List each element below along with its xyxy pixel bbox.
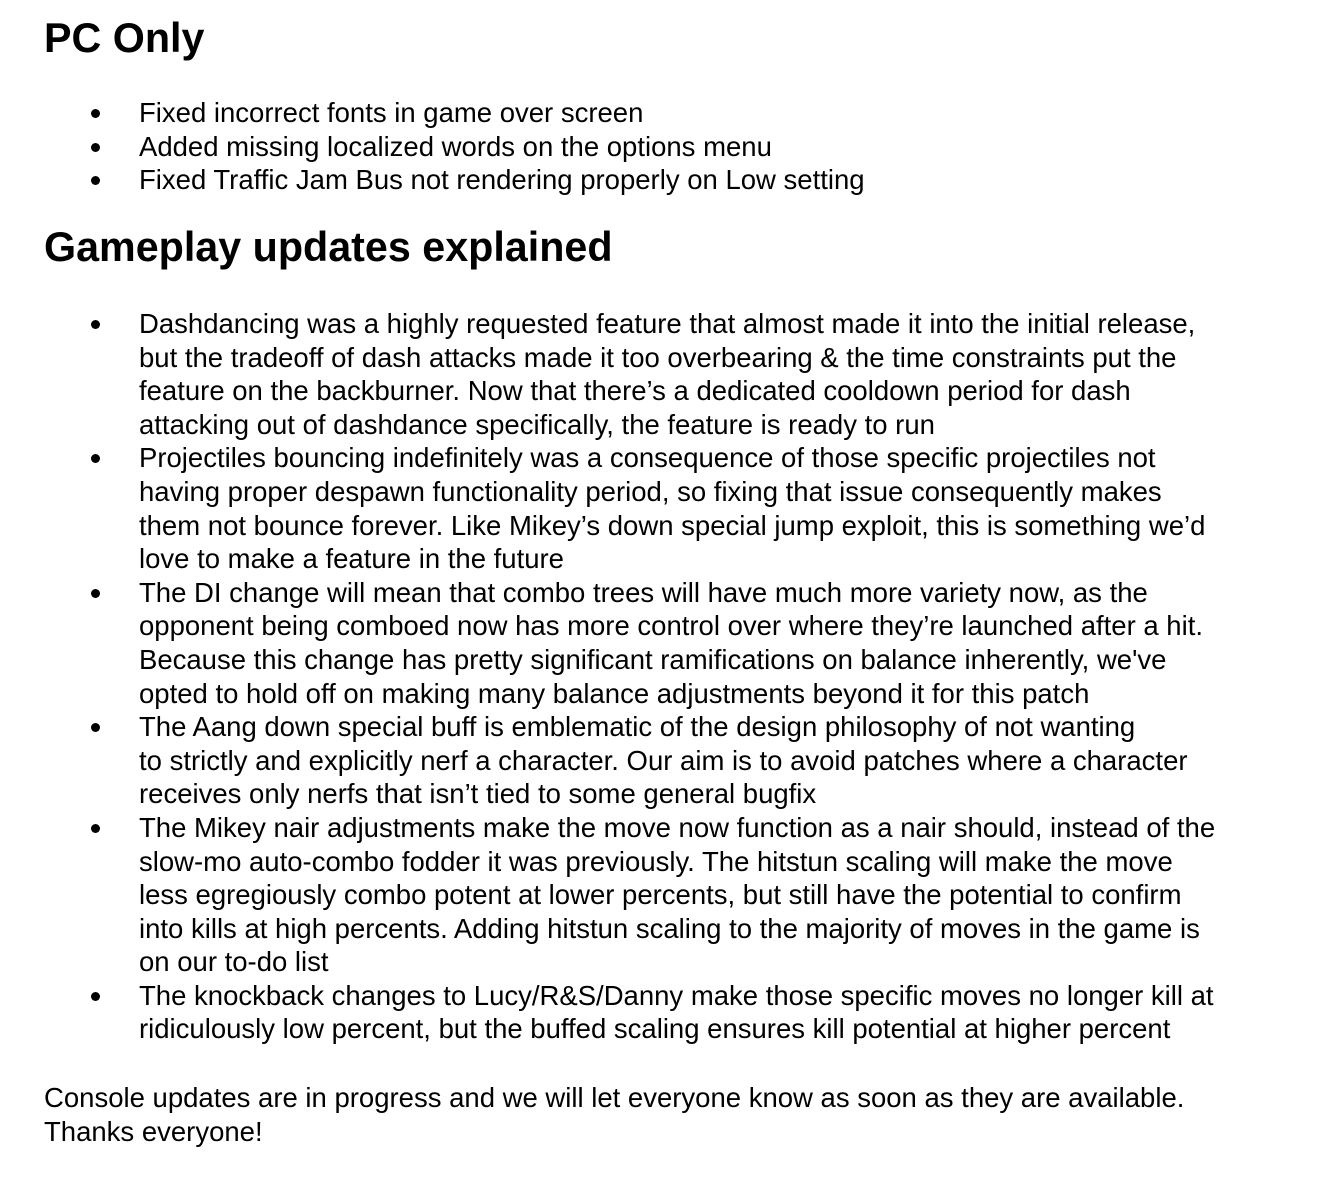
list-item-line: opted to hold off on making many balance adjustments beyond it for this patch xyxy=(139,677,1090,709)
list-item-text: Added missing localized words on the options menu xyxy=(139,130,772,162)
list-item-line: them not bounce forever. Like Mikey’s down special jump exploit, this is something we’d xyxy=(139,509,1206,541)
list-item-text: Fixed Traffic Jam Bus not rendering properly on Low setting xyxy=(139,164,865,196)
pc-only-list xyxy=(44,96,1334,197)
list-item-line: The Mikey nair adjustments make the move now function as a nair should, instead of the xyxy=(139,811,1216,843)
list-item-line: less egregiously combo potent at lower percents, but still have the potential to confirm xyxy=(139,879,1182,911)
list-item-text: Fixed incorrect fonts in game over screen xyxy=(139,97,644,128)
list-item-line: Dashdancing was a highly requested feature that almost made it into the initial release, xyxy=(139,308,1196,339)
list-item-line: ridiculously low percent, but the buffed scaling ensures kill potential at higher percent xyxy=(139,1013,1171,1045)
list-item-knockback-changes xyxy=(44,979,1334,1046)
list-item-dashdancing xyxy=(44,307,1334,441)
list-item-line: but the tradeoff of dash attacks made it too overbearing & the time constraints put the xyxy=(139,341,1177,373)
closing-line: Thanks everyone! xyxy=(44,1115,263,1147)
list-item-line: having proper despawn functionality period, so fixing that issue consequently makes xyxy=(139,475,1162,507)
list-item xyxy=(44,96,1334,130)
list-item-line: The Aang down special buff is emblematic of the design philosophy of not wanting xyxy=(139,711,1136,743)
list-item-line: to strictly and explicitly nerf a character. Our aim is to avoid patches where a character xyxy=(139,744,1188,776)
list-item-line: opponent being comboed now has more control over where they’re launched after a hit. xyxy=(139,610,1203,642)
list-item-line: Because this change has pretty significant ramifications on balance inherently, we've xyxy=(139,643,1167,675)
bullet-icon xyxy=(91,454,100,463)
bullet-icon xyxy=(91,992,100,1001)
list-item-line: love to make a feature in the future xyxy=(139,543,564,575)
list-item-line: on our to-do list xyxy=(139,946,329,978)
bullet-icon xyxy=(91,109,100,118)
list-item-aang-buff xyxy=(44,710,1334,811)
bullet-icon xyxy=(91,320,100,329)
closing-paragraph xyxy=(44,1081,1184,1148)
list-item-line: slow-mo auto-combo fodder it was previously. The hitstun scaling will make the move xyxy=(139,845,1173,877)
list-item-projectiles xyxy=(44,441,1334,575)
list-item-line: feature on the backburner. Now that there’s a dedicated cooldown period for dash xyxy=(139,375,1131,407)
bullet-icon xyxy=(91,176,100,185)
section-heading-pc-only: PC Only xyxy=(44,15,205,61)
bullet-icon xyxy=(91,589,100,598)
list-item xyxy=(44,130,1334,164)
closing-line: Console updates are in progress and we will let everyone know as soon as they are available. xyxy=(44,1082,1185,1113)
list-item-di-change xyxy=(44,576,1334,710)
list-item-line: receives only nerfs that isn’t tied to some general bugfix xyxy=(139,778,817,810)
list-item-line: The DI change will mean that combo trees will have much more variety now, as the xyxy=(139,576,1148,608)
section-heading-gameplay-updates: Gameplay updates explained xyxy=(44,224,613,270)
bullet-icon xyxy=(91,824,100,833)
list-item-line: Projectiles bouncing indefinitely was a consequence of those specific projectiles not xyxy=(139,442,1156,474)
bullet-icon xyxy=(91,143,100,152)
list-item-mikey-nair xyxy=(44,811,1334,979)
list-item-line: The knockback changes to Lucy/R&S/Danny make those specific moves no longer kill at xyxy=(139,979,1214,1011)
list-item-line: attacking out of dashdance specifically, the feature is ready to run xyxy=(139,408,935,440)
list-item-line: into kills at high percents. Adding hitstun scaling to the majority of moves in the game is xyxy=(139,912,1200,944)
bullet-icon xyxy=(91,723,100,732)
gameplay-updates-list xyxy=(44,307,1334,1046)
list-item xyxy=(44,163,1334,197)
